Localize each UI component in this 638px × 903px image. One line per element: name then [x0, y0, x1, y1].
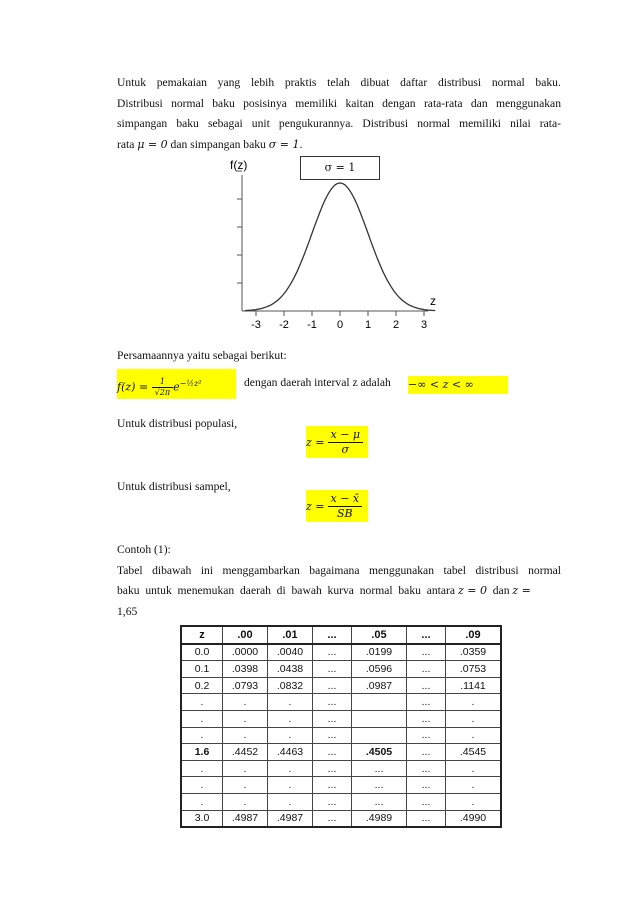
table-cell: . — [223, 727, 268, 744]
table-cell: .0793 — [223, 677, 268, 694]
table-cell: . — [446, 793, 502, 810]
interval-text: dengan daerah interval z adalah — [244, 376, 391, 389]
table-row — [181, 744, 501, 761]
normal-curve — [245, 183, 435, 311]
table-cell: ... — [313, 760, 352, 777]
table-cell: . — [446, 727, 502, 744]
table-cell: .1141 — [446, 677, 502, 694]
word: dan — [470, 96, 488, 110]
normal-curve-figure — [228, 155, 438, 335]
table-cell: .4987 — [268, 810, 313, 827]
table-cell: . — [268, 793, 313, 810]
table-cell: ... — [313, 727, 352, 744]
intro-line-4 — [117, 135, 561, 156]
word: menggunakan — [368, 563, 434, 577]
text: rata — [117, 137, 138, 151]
table-cell: .0199 — [352, 644, 407, 661]
table-row — [181, 760, 501, 777]
table-cell — [352, 694, 407, 711]
table-cell: . — [181, 760, 223, 777]
word: normal — [171, 96, 204, 110]
table-cell: .0359 — [446, 644, 502, 661]
table-cell: . — [268, 777, 313, 794]
table-cell: . — [223, 694, 268, 711]
table-cell: . — [268, 710, 313, 727]
table-header-row — [181, 626, 501, 644]
normal-distribution-table — [180, 625, 502, 828]
example-line-1 — [117, 561, 561, 582]
table-cell: ... — [407, 793, 446, 810]
table-cell: .4545 — [446, 744, 502, 761]
table-cell: ... — [407, 677, 446, 694]
word: menggambarkan — [222, 563, 300, 577]
table-body — [181, 644, 501, 828]
table-cell: . — [223, 793, 268, 810]
word: dibuat — [360, 76, 390, 89]
table-cell: ... — [407, 694, 446, 711]
coefficient-fraction — [152, 377, 173, 398]
table-cell: .4990 — [446, 810, 502, 827]
header-cell: .09 — [446, 626, 502, 644]
sample-fraction — [328, 492, 363, 521]
word: baku — [212, 96, 235, 110]
table-cell: . — [181, 777, 223, 794]
x-axis-label: z — [430, 294, 436, 308]
table-cell: . — [268, 727, 313, 744]
word: telah — [327, 76, 350, 89]
word: dibawah — [152, 563, 192, 577]
text: baku untuk menemukan daerah di bawah kurva normal baku antara — [117, 584, 458, 598]
table-cell: . — [181, 793, 223, 810]
word: bagaimana — [309, 563, 360, 577]
table-cell: ... — [313, 710, 352, 727]
word: ini — [200, 563, 214, 577]
table-cell: ... — [407, 710, 446, 727]
table-row — [181, 810, 501, 827]
table-cell: . — [181, 694, 223, 711]
x-tick-label: -3 — [251, 319, 261, 331]
word: posisinya — [243, 96, 287, 110]
sigma-expression: σ = 1 — [268, 137, 300, 151]
word: memiliki — [295, 96, 338, 110]
example-title: Contoh (1): — [117, 543, 171, 556]
exponent: −½z² — [179, 379, 202, 388]
x-tick-label: 1 — [364, 319, 372, 331]
header-cell: .01 — [268, 626, 313, 644]
table-cell: . — [268, 694, 313, 711]
fraction-denominator: SB — [337, 506, 353, 520]
table-cell: .0000 — [223, 644, 268, 661]
table-cell: ... — [407, 727, 446, 744]
word: baku. — [535, 76, 561, 89]
intro-line-3 — [117, 114, 561, 135]
sample-formula — [306, 490, 368, 522]
table-cell: ... — [313, 793, 352, 810]
table-cell: . — [446, 760, 502, 777]
table-cell: .4463 — [268, 744, 313, 761]
table-cell: . — [181, 710, 223, 727]
word: baku — [176, 117, 199, 131]
x-ticks — [251, 311, 427, 331]
exponential-base: e — [173, 380, 180, 394]
header-cell: .05 — [352, 626, 407, 644]
example-line-2 — [117, 581, 561, 602]
table-cell: .0753 — [446, 661, 502, 678]
x-tick-label: 2 — [392, 319, 400, 331]
table-cell: . — [446, 710, 502, 727]
word: tabel — [443, 563, 466, 577]
table-row — [181, 677, 501, 694]
header-cell: z — [181, 626, 223, 644]
table-cell: . — [223, 777, 268, 794]
x-tick-label: 0 — [336, 319, 344, 331]
word: nilai — [510, 117, 531, 131]
intro-line-1 — [117, 73, 561, 94]
table-cell: . — [268, 760, 313, 777]
word: normal — [417, 117, 451, 131]
table-cell: ... — [407, 760, 446, 777]
table-cell: ... — [407, 661, 446, 678]
intro-line-2 — [117, 94, 561, 115]
word: simpangan — [117, 117, 168, 131]
table-cell: . — [446, 777, 502, 794]
word: yang — [217, 76, 241, 89]
header-cell: ... — [407, 626, 446, 644]
word: pengukurannya. — [278, 117, 354, 131]
table-row — [181, 777, 501, 794]
population-fraction — [328, 428, 364, 457]
example-paragraph — [117, 540, 561, 622]
word: pemakaian — [156, 76, 207, 89]
table-cell: ... — [352, 777, 407, 794]
header-cell: .00 — [223, 626, 268, 644]
formula-lhs: z = — [306, 435, 325, 449]
word: rata- — [539, 117, 561, 131]
table-row — [181, 727, 501, 744]
table-cell: ... — [313, 810, 352, 827]
word: unit — [251, 117, 270, 131]
fraction-numerator: x − x̄ — [328, 492, 363, 507]
word: daftar — [400, 76, 428, 89]
table-cell: ... — [313, 644, 352, 661]
word: Distribusi — [117, 96, 163, 110]
table-cell: .0398 — [223, 661, 268, 678]
fraction-numerator: 1 — [152, 377, 173, 388]
x-tick-label: 3 — [420, 319, 428, 331]
interval-expression: −∞ < z < ∞ — [408, 376, 508, 394]
y-axis-label: f(z) — [230, 158, 248, 172]
table-cell: 3.0 — [181, 810, 223, 827]
fraction-denominator: σ — [341, 442, 350, 456]
word: menggunakan — [495, 96, 561, 110]
table-cell: 0.0 — [181, 644, 223, 661]
word: normal — [491, 76, 525, 89]
table-cell: .0040 — [268, 644, 313, 661]
table-cell: .4989 — [352, 810, 407, 827]
word: distribusi — [437, 76, 482, 89]
table-row — [181, 793, 501, 810]
word: praktis — [284, 76, 317, 89]
equation-intro: Persamaannya yaitu sebagai berikut: — [117, 349, 287, 362]
pdf-formula — [117, 369, 236, 399]
population-label: Untuk distribusi populasi, — [117, 417, 238, 430]
word: dengan — [382, 96, 416, 110]
table-row — [181, 694, 501, 711]
x-tick-label: -2 — [279, 319, 289, 331]
example-line-3: 1,65 — [117, 604, 138, 618]
math-expression: z = 0 — [457, 584, 487, 598]
text: . — [299, 137, 303, 151]
word: Tabel — [117, 563, 143, 577]
word: distribusi — [475, 563, 519, 577]
word: Untuk — [117, 76, 146, 89]
table-cell: ... — [407, 810, 446, 827]
table-cell: .0987 — [352, 677, 407, 694]
table-cell: 1.6 — [181, 744, 223, 761]
intro-paragraph — [117, 73, 561, 155]
table-cell: .4452 — [223, 744, 268, 761]
table-row — [181, 710, 501, 727]
x-tick-label: -1 — [307, 319, 317, 331]
table-cell: ... — [313, 677, 352, 694]
text: dan — [486, 584, 513, 598]
sigma-label-box: σ = 1 — [300, 156, 380, 180]
word: rata-rata — [423, 96, 463, 110]
header-cell: ... — [313, 626, 352, 644]
fraction-denominator: √2π — [154, 388, 171, 398]
table-cell: .4505 — [352, 744, 407, 761]
table-cell: ... — [313, 694, 352, 711]
formula-lhs: z = — [306, 499, 325, 513]
table-cell: ... — [352, 793, 407, 810]
table-cell: ... — [407, 644, 446, 661]
y-ticks — [237, 171, 242, 283]
table-cell: .0438 — [268, 661, 313, 678]
text: dan simpangan baku — [167, 137, 269, 151]
table-cell — [352, 710, 407, 727]
sample-label: Untuk distribusi sampel, — [117, 480, 231, 493]
table-cell: . — [223, 760, 268, 777]
table-cell: .0596 — [352, 661, 407, 678]
math-expression: z = — [512, 584, 531, 598]
fraction-numerator: x − μ — [328, 428, 364, 443]
table-cell: ... — [352, 760, 407, 777]
table-row — [181, 644, 501, 661]
table-cell: ... — [313, 744, 352, 761]
mu-expression: μ = 0 — [137, 137, 168, 151]
table-cell: ... — [313, 777, 352, 794]
formula-lhs: f(z) = — [117, 380, 149, 394]
table-cell: 0.1 — [181, 661, 223, 678]
table-cell: ... — [407, 744, 446, 761]
word: kaitan — [345, 96, 374, 110]
population-formula — [306, 426, 368, 458]
table-cell: ... — [313, 661, 352, 678]
table-cell: . — [181, 727, 223, 744]
table-cell — [352, 727, 407, 744]
word: Distribusi — [362, 117, 409, 131]
table-cell: 0.2 — [181, 677, 223, 694]
table-cell: .0832 — [268, 677, 313, 694]
table-cell: . — [223, 710, 268, 727]
word: lebih — [250, 76, 275, 89]
word: memiliki — [459, 117, 501, 131]
table-cell: .4987 — [223, 810, 268, 827]
word: normal — [528, 563, 561, 577]
table-cell: ... — [407, 777, 446, 794]
table-cell: . — [446, 694, 502, 711]
table-row — [181, 661, 501, 678]
word: sebagai — [207, 117, 243, 131]
